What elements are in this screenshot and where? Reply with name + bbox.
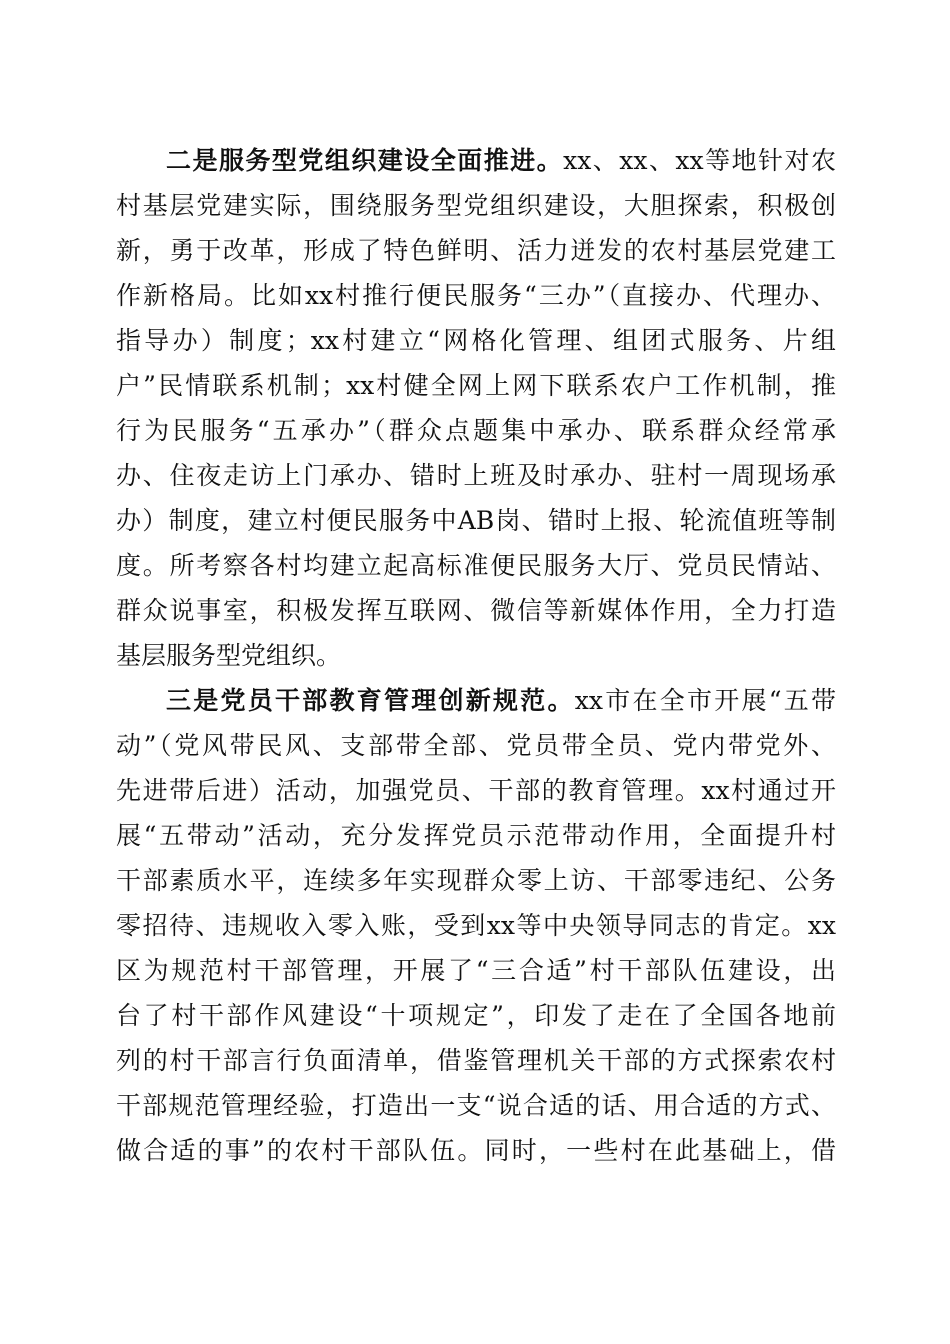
paragraph-1-line-8: 办、住夜走访上门承办、错时上班及时承办、驻村一周现场承 (116, 461, 836, 490)
paragraph-2-line-10: 干部规范管理经验，打造出一支“说合适的话、用合适的方式、 (116, 1091, 836, 1120)
paragraph-1-line-5: 指导办）制度；xx村建立“网格化管理、组团式服务、片组 (116, 326, 836, 355)
paragraph-1-line-4: 作新格局。比如xx村推行便民服务“三办”（直接办、代理办、 (116, 281, 836, 310)
paragraph-2-line-8: 台了村干部作风建设“十项规定”，印发了走在了全国各地前 (116, 1001, 836, 1030)
paragraph-2-line-11: 做合适的事”的农村干部队伍。同时，一些村在此基础上，借 (116, 1136, 836, 1165)
paragraph-2-line-1-text: xx市在全市开展“五带 (574, 686, 836, 715)
paragraph-2-lead: 三是党员干部教育管理创新规范。 (166, 686, 575, 715)
body-text (116, 138, 836, 1173)
paragraph-2-line-3: 先进带后进）活动，加强党员、干部的教育管理。xx村通过开 (116, 776, 836, 805)
paragraph-2-line-6: 零招待、违规收入零入账，受到xx等中央领导同志的肯定。xx (116, 911, 836, 940)
paragraph-2-line-7: 区为规范村干部管理，开展了“三合适”村干部队伍建设，出 (116, 956, 836, 985)
paragraph-1-line-3: 新，勇于改革，形成了特色鲜明、活力迸发的农村基层党建工 (116, 236, 836, 265)
paragraph-1-lead: 二是服务型党组织建设全面推进。 (166, 146, 564, 175)
paragraph-1-line-6: 户”民情联系机制；xx村健全网上网下联系农户工作机制，推 (116, 371, 836, 400)
paragraph-2-line-2: 动”（党风带民风、支部带全部、党员带全员、党内带党外、 (116, 731, 836, 760)
paragraph-2-line-1 (116, 678, 836, 723)
paragraph-2-line-9: 列的村干部言行负面清单，借鉴管理机关干部的方式探索农村 (116, 1046, 836, 1075)
paragraph-1-line-11: 群众说事室，积极发挥互联网、微信等新媒体作用，全力打造 (116, 596, 836, 625)
paragraph-1-line-7: 行为民服务“五承办”（群众点题集中承办、联系群众经常承 (116, 416, 836, 445)
paragraph-1-line-12: 基层服务型党组织。 (116, 641, 342, 670)
paragraph-1-line-1-text: xx、xx、xx等地针对农 (563, 146, 836, 175)
paragraph-1-line-10: 度。所考察各村均建立起高标准便民服务大厅、党员民情站、 (116, 551, 836, 580)
paragraph-2-line-4: 展“五带动”活动，充分发挥党员示范带动作用，全面提升村 (116, 821, 836, 850)
paragraph-2-line-5: 干部素质水平，连续多年实现群众零上访、干部零违纪、公务 (116, 866, 836, 895)
paragraph-1-line-2: 村基层党建实际，围绕服务型党组织建设，大胆探索，积极创 (116, 191, 836, 220)
paragraph-1-line-1 (116, 138, 836, 183)
paragraph-1-line-9: 办）制度，建立村便民服务中AB岗、错时上报、轮流值班等制 (116, 506, 836, 535)
